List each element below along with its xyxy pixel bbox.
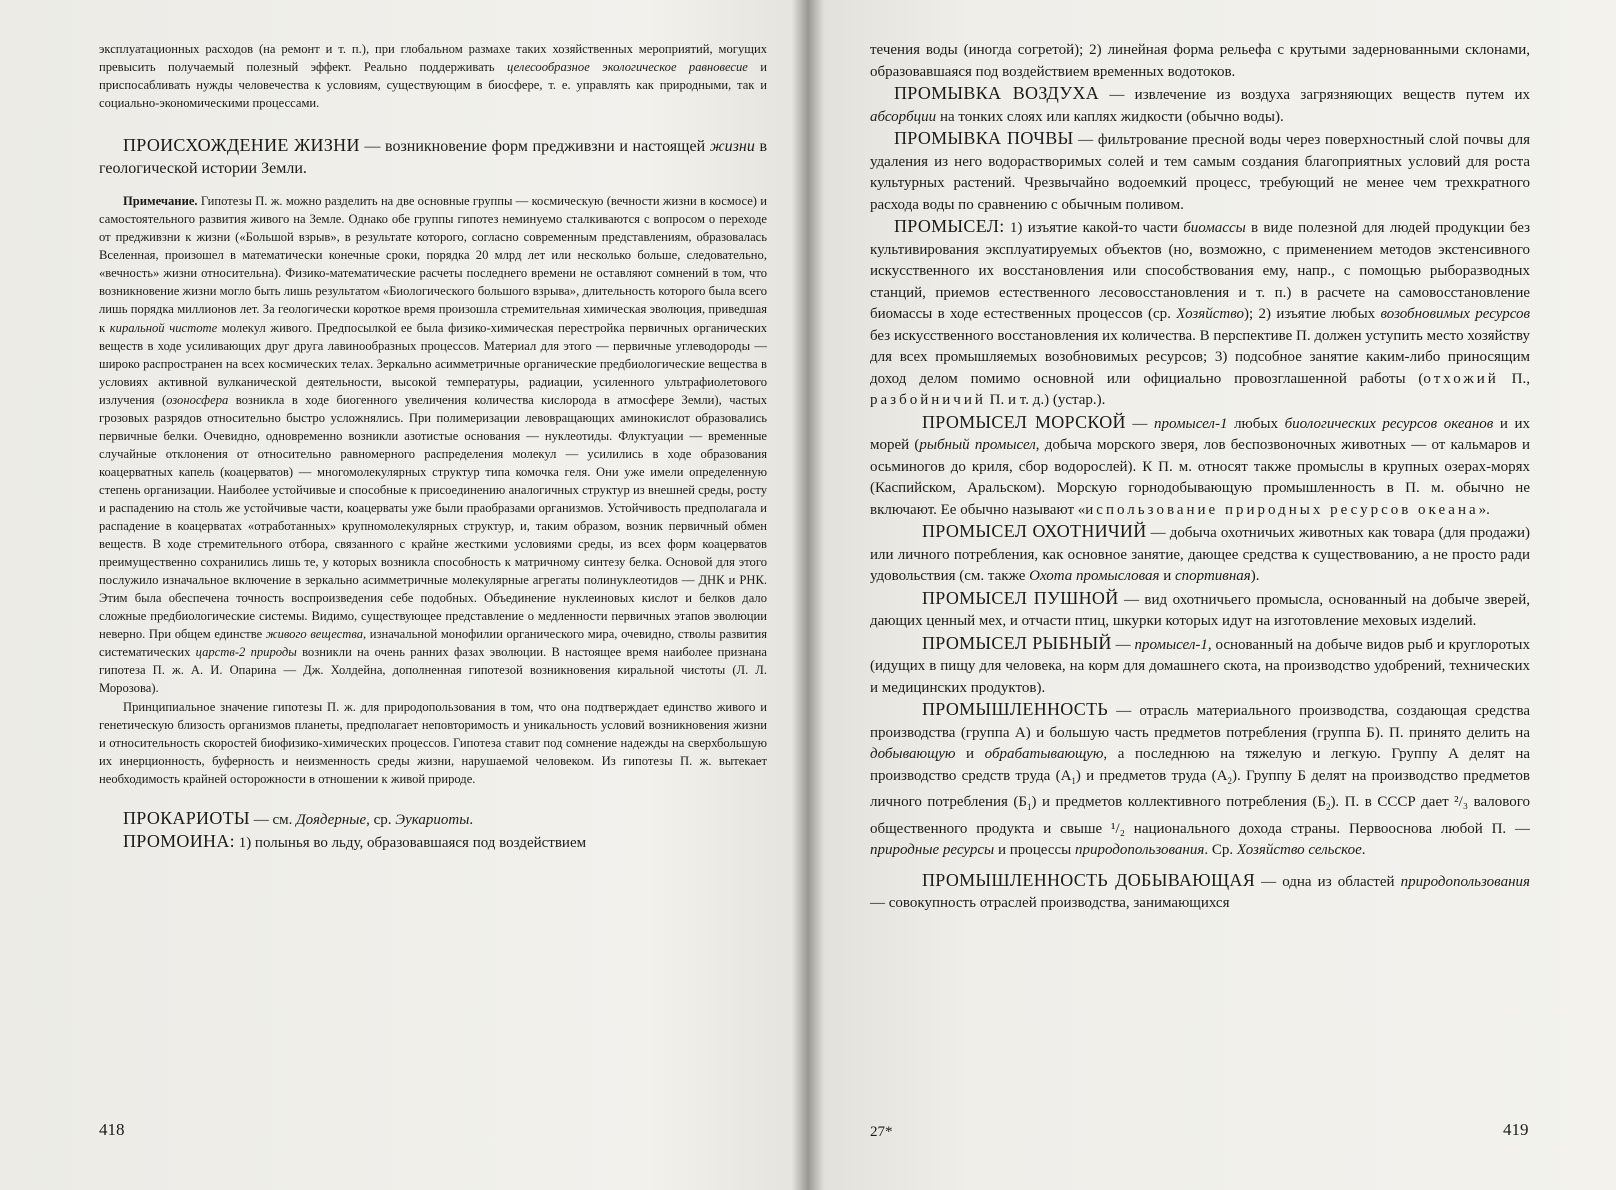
text: — добыча охотничьих животных как товара (для продажи) или личного потребления, как основное занятие, дающее средства к существованию, а не просто ради удовольствия (см. также [870, 525, 1530, 584]
text: эксплуатационных расходов (на ремонт и т. п.), при глобальном размахе таких хозяйственных мероприятий, могущих превысить получаемый полезный эффект. Реально поддерживать [99, 42, 767, 75]
text: без искусственного восстановления их количества. В перспективе П. должен уступить место хозяйству для всех промышляемых возобновимых ресурсов; 3) подсобное занятие каким-либо приносящим доход делом помимо основной или официально провозглашенной работы ( [870, 327, 1530, 387]
term: царств-2 природы [195, 645, 297, 660]
origin-note-paragraph-2: Принципиальное значение гипотезы П. ж. для природопользования в том, что она подтверждает единство живого и генетическую близость организмов планеты, предполагает неповторимость и уникальность условий возникновения жизни и относительность скоростей биофизико-химических процессов. Гипотеза ставит под сомнение надежды на сверхбольшую их инерционность, буферность и неизменность среды жизни, нарушаемой человеком. Из гипотезы П. ж. вытекает необходимость крайней осторожности в отношении к живой природе. [99, 699, 767, 786]
term: жизни [709, 138, 755, 156]
text: ». [1478, 501, 1490, 518]
entry-headword: ПРОМЫШЛЕННОСТЬ ДОБЫВАЮЩАЯ [922, 869, 1256, 890]
text: национального дохода страны. Первооснова любой П. — [1124, 820, 1530, 837]
text: ) и предметов коллективного потребления (Б [1031, 794, 1326, 810]
entry-headword: ПРОМЫСЕЛ ОХОТНИЧИЙ [922, 521, 1147, 541]
text: Гипотезы П. ж. можно разделить на две основные группы — космическую (вечности жизни в космосе) и самостоятельного развития живого на Земле. Однако обе группы гипотез неминуемо сталкиваются с вопросом о переходе от предживзни к жизни («Большой взрыв», в результате которого, согласно современным представлениям, образовалась Вселенная, произошел в математически конечные сроки, порядка 20 млрд лет или несколько больше, следовательно, «вечность» жизни относительна). Физико-математические расчеты последнего времени не оставляют сомнений в том, что возникновение жизни могло быть лишь результатом «Биологического большого взрыва», длительность которого была всего лишь порядка миллионов лет. За геологически короткое время произошла стремительная химическая эволюция, приведшая к [99, 194, 767, 335]
text: и [1159, 568, 1176, 584]
term: биологических ресурсов океанов [1284, 415, 1494, 432]
text: П. и т. д.) (устар.). [985, 392, 1106, 408]
cross-reference: промысел-1 [1154, 415, 1228, 432]
spaced-term: использование природных ресурсов океана [1085, 501, 1479, 518]
entry-promysel-rybnyy [870, 633, 1530, 700]
spacer [99, 788, 767, 808]
text: — отрасль материального производства, создающая средства производства (группа А) и большую часть предметов потребления (группа Б). П. принято делить на [870, 703, 1530, 741]
text: — извлечение из воздуха загрязняющих веществ путем их [1099, 87, 1530, 103]
entry-promoina [99, 831, 767, 855]
text: в виде полезной для людей продукции без культивирования эксплуатируемых объектов (но, возможно, с применением методов экстенсивного искусственного их восстановления или способствования ему, напр., с помощью рыборазводных станций, приемов естественного лесовосстановления и т. п.) в расчете на самовосстановление биомассы в ходе естественных процессов (ср. [870, 220, 1530, 322]
entry-promysel [870, 216, 1530, 412]
entry-promysel-okhotnichiy [870, 521, 1530, 588]
entry-prokarioty [99, 808, 767, 832]
text: ). Группу Б делят на производство предметов личного потребления (Б [870, 767, 1530, 810]
term: абсорбции [870, 108, 937, 125]
text: и процессы [994, 842, 1075, 858]
text: , а последнюю на тяжелую и легкую. Группу А делят на производство средств труда (А [870, 746, 1531, 784]
term: возобновимых ресурсов [1380, 306, 1531, 322]
text: — возникновение форм предживзни и настоящей [359, 138, 710, 156]
text: возникла в ходе биогенного увеличения количества кислорода в атмосфере Земли), частых грозовых разрядов относительно быстро усложнялись. При полимеризации левовращающих аминокислот образовались первичные белки. Очевидно, одновременно возникли азотистые основания — нуклеотиды. Флуктуации — временные случайные отклонения от относительно равномерного распределения молекул — усилились в ходе образования коацерватных капель (коацерватов) — многомолекулярных структур типа комочка геля. Они уже имели определенную степень организации. Наиболее устойчивые и способные к присоединению аналогичных структур из внешней среды, росту и распадению на столь же устойчивые части, коацерваты уже были праобразами организмов. Устойчивость предполагала и распадение в коацерватах «отработанных» крупномолекулярных структур, и, таким образом, возник первичный обмен веществ. В ходе стремительного отбора, связанного с крайне жесткими условиями среды, из всех форм коацерватов преимущественно сохранились лишь те, у которых возникла способность к матричному синтезу белка. Основой для этого послужило изначальное включение в зеркально асимметричные молекулярные агрегаты полинуклеотидов — ДНК и РНК. Этим была обеспечена точность воспроизведения себе подобных. Объединение нуклеиновых кислот и белков дало сложные предбиологические системы. Видимо, существующее представление о медленности первичных этапов эволюции неверно. При общем единстве [99, 392, 767, 642]
entry-headword: ПРОМЫВКА ВОЗДУХА [894, 83, 1099, 103]
text: , изначальной монофилии органического мира, очевидно, стволы развития систематических [99, 627, 767, 660]
entry-promoina-continued: течения воды (иногда согретой); 2) линейная форма рельефа с крутыми задернованными склонами, образовавшаяся под воздействием временных водотоков. [870, 42, 1530, 80]
entry-headword: ПРОМЫСЕЛ ПУШНОЙ [922, 587, 1119, 608]
text: , основанный на добыче видов рыб и круглоротых (идущих в пищу для человека, на корм для домашнего скота, на производство удобрений, технических и медицинских продуктов). [870, 636, 1530, 696]
cross-reference: Хозяйство сельское [1236, 842, 1362, 858]
subscript: 1 [1071, 775, 1076, 786]
text: любых [1227, 415, 1285, 432]
cross-reference: Эукариоты [395, 811, 470, 828]
cross-reference: Доядерные [296, 811, 367, 828]
subscript: 2 [1227, 775, 1232, 786]
origin-note-paragraph [99, 192, 767, 697]
left-column [99, 40, 767, 855]
left-intro-paragraph [99, 40, 767, 112]
term: природопользования [1074, 842, 1205, 858]
text: и их морей ( [870, 415, 1531, 453]
text: молекул живого. Предпосылкой ее была физико-химическая перестройка первичных органических веществ в ходе усиливающих друг друга лавинообразных процессов. Материал для этого — первичные углеводороды — широко распространен на всех космических телах. Зеркально асимметричные органические предбиологические вещества в условиях активной вулканической деятельности, высокой температуры, радиации, усиленного ультрафиолетового излучения ( [99, 320, 767, 407]
text: — [1125, 415, 1155, 432]
entry-promyvka-pochvy [870, 128, 1530, 216]
subscript: 1 [1027, 802, 1032, 812]
entry-promyvka-vozdukha [870, 83, 1530, 128]
cross-reference: спортивная [1175, 568, 1251, 584]
cross-reference: промысел-1 [1134, 636, 1208, 653]
text: и приспосабливать нужды человечества к условиям, существующим в биосфере, т. е. управлять как природными, так и социально-экономическими процессами. [99, 60, 768, 111]
entry-headword: ПРОМЫВКА ПОЧВЫ [894, 128, 1074, 148]
note-label: Примечание. [123, 194, 198, 209]
text: — совокупность отраслей производства, занимающихся [870, 895, 1230, 911]
text: 1) изъятие какой-то части [1004, 220, 1184, 236]
text: ). [1250, 568, 1260, 584]
text: на тонких слоях или каплях жидкости (обычно воды). [936, 108, 1284, 125]
text: ) и предметов труда (А [1075, 767, 1228, 784]
text: — одна из областей [1255, 873, 1401, 890]
text: — [1111, 636, 1135, 653]
entry-promyshlennost-dobyvayushchaya [870, 870, 1530, 915]
text: в геологической истории Земли. [99, 138, 768, 178]
term: озоносфера [166, 392, 229, 407]
entry-headword: ПРОИСХОЖДЕНИЕ ЖИЗНИ [123, 135, 360, 156]
text: ); 2) изъятие любых [1244, 306, 1381, 322]
subscript: 2 [1325, 802, 1331, 812]
entry-headword: ПРОМЫСЕЛ МОРСКОЙ [922, 411, 1126, 432]
text: — см. [249, 811, 297, 828]
right-page [808, 0, 1616, 1190]
printer-signature: 27* [870, 1124, 893, 1140]
fraction: ¹/₂ [1111, 820, 1125, 837]
entry-headword: ПРОМЫСЕЛ РЫБНЫЙ [922, 632, 1112, 653]
page-number-left: 418 [99, 1120, 125, 1139]
text: . Ср. [1204, 842, 1237, 858]
cross-reference: Охота промысловая [1029, 568, 1160, 584]
text: 1) полынья во льду, образовавшаяся под воздействием [234, 835, 587, 852]
entry-promysel-morskoy [870, 412, 1530, 522]
entry-headword: ПРОМЫШЛЕННОСТЬ [922, 699, 1109, 719]
fraction: ²/₃ [1454, 794, 1469, 810]
text: и [955, 746, 985, 762]
entry-headword: ПРОМОИНА: [123, 831, 235, 852]
term: целесообразное экологическое равновесие [507, 60, 748, 75]
term: природопользования [1400, 873, 1530, 890]
right-column [870, 40, 1530, 915]
text: , добыча морского зверя, лов беспозвоночных животных — от кальмаров и осьминогов до криля, сбор водорослей). К П. м. относят также промыслы в крупных озерах-морях (Каспийском, Аральском). Морскую горнодобывающую промышленность в П. м. обычно не включают. Ее обычно называют « [870, 437, 1530, 518]
page-number-right: 419 [1503, 1120, 1529, 1139]
cross-reference: Хозяйство [1176, 306, 1245, 322]
text: П., [1498, 370, 1530, 387]
term: рыбный промысел [919, 437, 1036, 453]
term: добывающую [870, 746, 956, 762]
entry-headword: ПРОМЫСЕЛ: [894, 216, 1005, 236]
term: биомассы [1183, 220, 1246, 236]
entry-promyshlennost [870, 699, 1530, 862]
text: , ср. [366, 811, 396, 828]
text: валового общественного продукта и свыше [870, 794, 1530, 837]
text: . [469, 811, 474, 828]
spaced-term: разбойничий [870, 392, 986, 408]
term: живого вещества [265, 627, 363, 642]
entry-promysel-pushnoy [870, 588, 1530, 633]
term: киральной чистоте [109, 320, 218, 335]
text: ). П. в СССР дает [1330, 794, 1455, 810]
spaced-term: отхожий [1423, 370, 1499, 387]
term: природные ресурсы [870, 842, 995, 858]
entry-headword: ПРОКАРИОТЫ [123, 807, 250, 828]
text: . [1361, 842, 1366, 858]
text: возникли на очень ранних фазах эволюции. В настоящее время наиболее признана гипотеза П. ж. А. И. Опарина — Дж. Холдейна, дополненная гипотезой возникновения киральной чистоты (Л. Л. Морозова). [99, 645, 767, 696]
entry-proiskhozhdenie-zhizni [99, 134, 767, 180]
text: — фильтрование пресной воды через поверхностный слой почвы для удаления из него водорастворимых солей и тем самым создания благоприятных условий для роста культурных растений. Чрезвычайно водоемкий процесс, требующий не менее чем трехкратного расхода воды по сравнению с обычным поливом. [870, 132, 1530, 213]
text: — вид охотничьего промысла, основанный на добыче зверей, дающих ценный мех, и отчасти птиц, шкурки которых идут на изготовление меховых изделий. [870, 591, 1530, 629]
term: обрабатывающую [984, 746, 1104, 762]
